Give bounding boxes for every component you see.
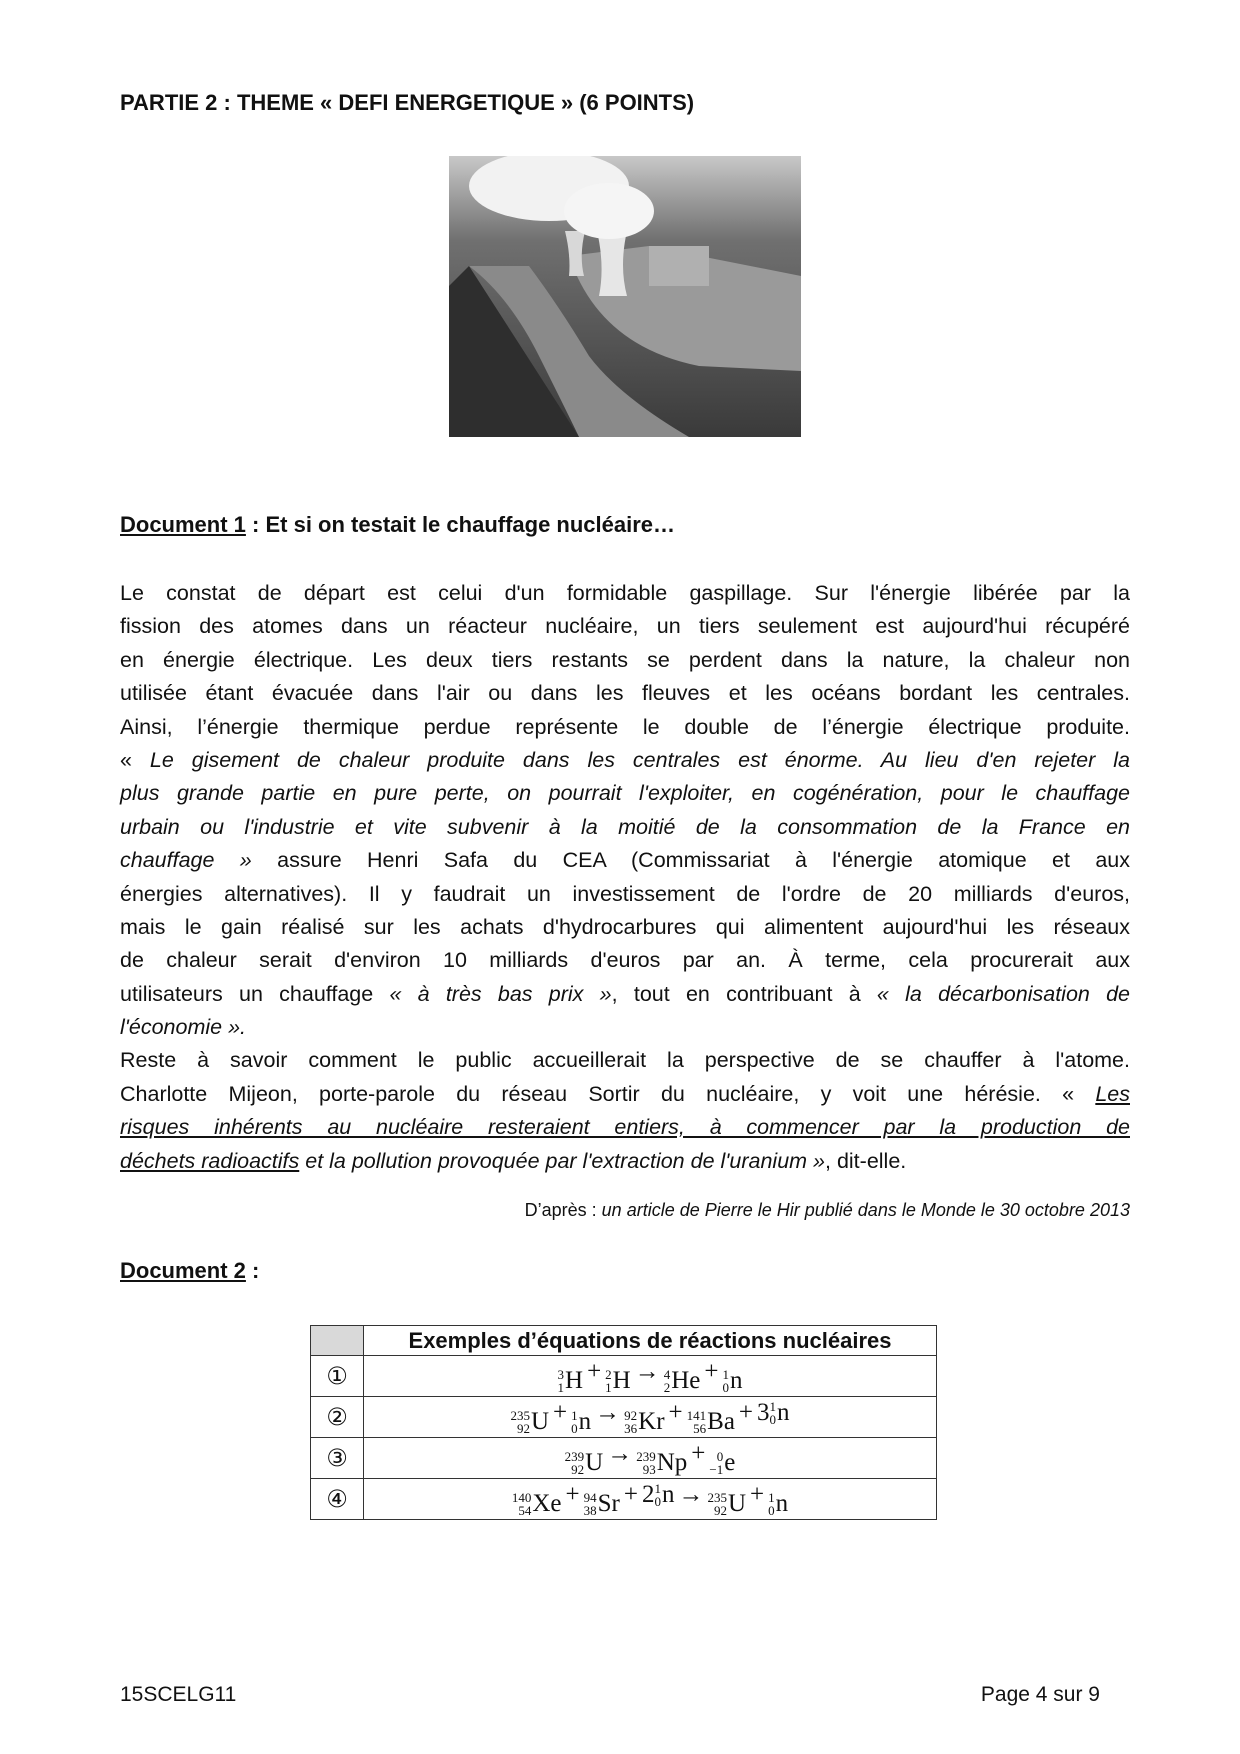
operator: +: [668, 1398, 683, 1426]
isotope-numbers: [510, 1409, 530, 1435]
atomic-number: 38: [583, 1502, 597, 1518]
text-segment: chauffage »: [120, 848, 252, 873]
operator: +: [704, 1357, 719, 1385]
element-symbol: H: [612, 1366, 631, 1394]
atomic-number: 0: [769, 1411, 777, 1427]
text-line: [120, 610, 1130, 643]
atomic-number: 54: [518, 1502, 532, 1518]
document-1-heading: [120, 512, 675, 538]
atomic-number: 0: [571, 1420, 578, 1436]
text-line: [120, 744, 1130, 777]
reaction-number: ①: [311, 1356, 364, 1397]
citation-source: un article de Pierre le Hir publié dans le Monde le 30 octobre 2013: [601, 1200, 1130, 1220]
text-segment: « la décarbonisation de: [876, 981, 1131, 1006]
text-segment: utilisée étant évacuée dans l'air ou dans les fleuves et les océans bordant les centrales.: [120, 681, 1130, 706]
element-symbol: U: [727, 1489, 747, 1517]
mass-number: 3: [557, 1366, 564, 1382]
mass-number: 1: [769, 1398, 777, 1414]
isotope-numbers: [709, 1450, 723, 1476]
element-symbol: Kr: [638, 1407, 665, 1435]
atomic-number: 0: [722, 1379, 729, 1395]
operator: +: [565, 1480, 580, 1508]
atomic-number: 92: [571, 1461, 585, 1477]
atomic-number: 2: [663, 1379, 671, 1395]
mass-number: 1: [571, 1407, 578, 1423]
element-symbol: n: [775, 1489, 789, 1517]
text-segment: Ainsi, l’énergie thermique perdue représente le double de l’énergie électrique produite.: [120, 714, 1130, 739]
atomic-number: 93: [642, 1461, 656, 1477]
text-segment: assure Henri Safa du CEA (Commissariat à l'énergie atomique et aux: [251, 848, 1130, 873]
element-symbol: U: [530, 1407, 550, 1435]
text-segment: et la pollution provoquée par l'extraction de l'uranium »: [299, 1148, 825, 1173]
element-symbol: n: [730, 1366, 743, 1394]
element-symbol: n: [661, 1480, 675, 1508]
text-segment: Charlotte Mijeon, porte-parole du réseau Sortir du nucléaire, y voit une hérésie. «: [120, 1081, 1096, 1106]
operator: →: [678, 1480, 704, 1508]
nuclide: [723, 1367, 743, 1395]
nuclide: [636, 1449, 687, 1477]
reaction-equation: [364, 1479, 937, 1520]
nuclide: [709, 1449, 735, 1477]
text-segment: déchets radioactifs: [120, 1148, 300, 1173]
isotope-numbers: [512, 1491, 532, 1517]
nuclide: [512, 1490, 562, 1518]
element-symbol: Np: [656, 1448, 688, 1476]
text-segment: , dit-elle.: [825, 1148, 907, 1173]
operator: +: [691, 1439, 706, 1467]
isotope-numbers: [687, 1409, 707, 1435]
text-segment: plus grande partie en pure perte, on pourrait l'exploiter, en cogénération, pour le chauffage: [120, 781, 1130, 806]
text-segment: «: [120, 747, 150, 772]
isotope-numbers: [571, 1409, 578, 1435]
table-row: [311, 1356, 937, 1397]
text-line: [120, 878, 1130, 911]
text-line: [120, 1044, 1130, 1077]
text-line: [120, 978, 1130, 1011]
text-segment: Le gisement de chaleur produite dans les centrales est énorme. Au lieu d'en rejeter la: [149, 747, 1130, 772]
document-2-label: Document 2: [120, 1258, 246, 1283]
nuclear-plant-photo: [449, 156, 801, 437]
element-symbol: He: [671, 1366, 701, 1394]
operator: +: [750, 1480, 765, 1508]
nuclide: [510, 1408, 549, 1436]
text-line: [120, 711, 1130, 744]
text-segment: énergies alternatives). Il y faudrait un investissement de l'ordre de 20 milliards d'euros,: [120, 881, 1130, 906]
nuclide: [664, 1367, 701, 1395]
nuclide: [584, 1490, 620, 1518]
isotope-numbers: [723, 1368, 730, 1394]
reaction-number: ②: [311, 1397, 364, 1438]
mass-number: 94: [583, 1489, 597, 1505]
text-segment: mais le gain réalisé sur les achats d'hydrocarbures qui alimentent aujourd'hui les réseaux: [120, 914, 1130, 939]
operator: →: [634, 1357, 660, 1385]
table-row: [311, 1438, 937, 1479]
operator: +: [553, 1398, 568, 1426]
text-segment: de chaleur serait d'environ 10 milliards d'euros par an. À terme, cela procurerait aux: [120, 948, 1130, 973]
text-line: [120, 677, 1130, 710]
mass-number: 140: [511, 1489, 532, 1505]
section-title: PARTIE 2 : THEME « DEFI ENERGETIQUE » (6 POINTS): [120, 90, 695, 115]
coefficient: 2: [641, 1480, 655, 1508]
element-symbol: n: [578, 1407, 592, 1435]
element-symbol: Sr: [597, 1489, 620, 1517]
mass-number: 141: [686, 1407, 707, 1423]
nuclide: [642, 1481, 675, 1509]
text-line: [120, 777, 1130, 810]
nuclide: [768, 1490, 788, 1518]
element-symbol: e: [724, 1448, 736, 1476]
citation: [525, 1200, 1130, 1221]
mass-number: 239: [564, 1448, 585, 1464]
isotope-numbers: [558, 1368, 565, 1394]
atomic-number: −1: [709, 1461, 724, 1477]
text-segment: l'économie ».: [120, 1015, 247, 1040]
text-line: [120, 944, 1130, 977]
isotope-numbers: [605, 1368, 612, 1394]
operator: +: [738, 1398, 754, 1426]
mass-number: 1: [722, 1366, 729, 1382]
isotope-numbers: [654, 1482, 661, 1508]
text-segment: Les: [1095, 1081, 1130, 1106]
text-line: [120, 911, 1130, 944]
document-1-label: Document 1: [120, 512, 246, 537]
atomic-number: 0: [654, 1493, 661, 1509]
atomic-number: 92: [516, 1420, 530, 1436]
isotope-numbers: [624, 1409, 637, 1435]
document-2-suffix: :: [245, 1258, 260, 1283]
text-segment: risques inhérents au nucléaire resteraient entiers, à commencer par la production de: [120, 1115, 1130, 1140]
text-line: [120, 1111, 1130, 1144]
text-line: [120, 644, 1130, 677]
element-symbol: n: [777, 1398, 790, 1426]
nuclide: [687, 1408, 735, 1436]
text-segment: fission des atomes dans un réacteur nucléaire, un tiers seulement est aujourd'hui récupéré: [120, 614, 1130, 639]
nuclide: [707, 1490, 746, 1518]
coefficient: 3: [757, 1398, 770, 1426]
text-segment: en énergie électrique. Les deux tiers restants se perdent dans la nature, la chaleur non: [120, 647, 1130, 672]
text-segment: , tout en contribuant à: [611, 981, 877, 1006]
mass-number: 2: [605, 1366, 612, 1382]
text-line: [120, 1078, 1130, 1111]
isotope-numbers: [770, 1400, 777, 1426]
element-symbol: H: [565, 1366, 584, 1394]
reaction-equation: [364, 1438, 937, 1479]
isotope-numbers: [636, 1450, 656, 1476]
document-2-heading: [120, 1258, 259, 1284]
operator: →: [607, 1439, 633, 1467]
reaction-equation: [364, 1356, 937, 1397]
table-row: [311, 1479, 937, 1520]
operator: +: [587, 1357, 602, 1385]
nuclide: [558, 1367, 584, 1395]
page-number: Page 4 sur 9: [980, 1683, 1100, 1706]
text-line: [120, 1145, 1130, 1178]
table-row: [311, 1397, 937, 1438]
nuclide: [624, 1408, 664, 1436]
text-line: [120, 811, 1130, 844]
text-segment: « à très bas prix »: [389, 981, 612, 1006]
mass-number: 4: [663, 1366, 671, 1382]
operator: +: [623, 1480, 638, 1508]
text-line: [120, 577, 1130, 610]
isotope-numbers: [664, 1368, 671, 1394]
operator: →: [595, 1398, 621, 1426]
isotope-numbers: [565, 1450, 585, 1476]
atomic-number: 1: [605, 1379, 612, 1395]
mass-number: 1: [654, 1480, 661, 1496]
element-symbol: Ba: [707, 1407, 735, 1435]
nuclide: [605, 1367, 631, 1395]
mass-number: 235: [707, 1489, 727, 1505]
atomic-number: 92: [713, 1502, 727, 1518]
nuclide: [757, 1399, 790, 1427]
mass-number: 239: [636, 1448, 656, 1464]
mass-number: 0: [716, 1448, 724, 1464]
exam-code: 15SCELG11: [120, 1683, 237, 1706]
reaction-equation: [364, 1397, 937, 1438]
mass-number: 92: [624, 1407, 638, 1423]
reaction-number: ③: [311, 1438, 364, 1479]
text-line: [120, 1011, 1130, 1044]
element-symbol: U: [585, 1448, 604, 1476]
atomic-number: 36: [624, 1420, 638, 1436]
text-segment: Le constat de départ est celui d'un formidable gaspillage. Sur l'énergie libérée par la: [120, 581, 1130, 605]
table-corner-cell: [311, 1326, 364, 1356]
text-segment: utilisateurs un chauffage: [120, 981, 390, 1006]
text-segment: urbain ou l'industrie et vite subvenir à la moitié de la consommation de la France en: [120, 814, 1130, 839]
nuclide: [565, 1449, 604, 1477]
document-1-title: : Et si on testait le chauffage nucléaire…: [245, 512, 676, 537]
document-1-body: [120, 577, 1130, 1178]
isotope-numbers: [768, 1491, 775, 1517]
atomic-number: 1: [557, 1379, 564, 1395]
text-segment: Reste à savoir comment le public accueillerait la perspective de se chauffer à l'atome.: [120, 1048, 1130, 1073]
nuclide: [571, 1408, 591, 1436]
isotope-numbers: [584, 1491, 597, 1517]
reaction-number: ④: [311, 1479, 364, 1520]
table-header: Exemples d’équations de réactions nucléaires: [364, 1326, 937, 1356]
mass-number: 1: [768, 1489, 775, 1505]
citation-prefix: D’après :: [524, 1200, 602, 1220]
element-symbol: Xe: [532, 1489, 562, 1517]
atomic-number: 0: [768, 1502, 775, 1518]
text-line: [120, 844, 1130, 877]
nuclear-reactions-table: [310, 1325, 937, 1520]
isotope-numbers: [707, 1491, 727, 1517]
mass-number: 235: [510, 1407, 530, 1423]
atomic-number: 56: [693, 1420, 707, 1436]
